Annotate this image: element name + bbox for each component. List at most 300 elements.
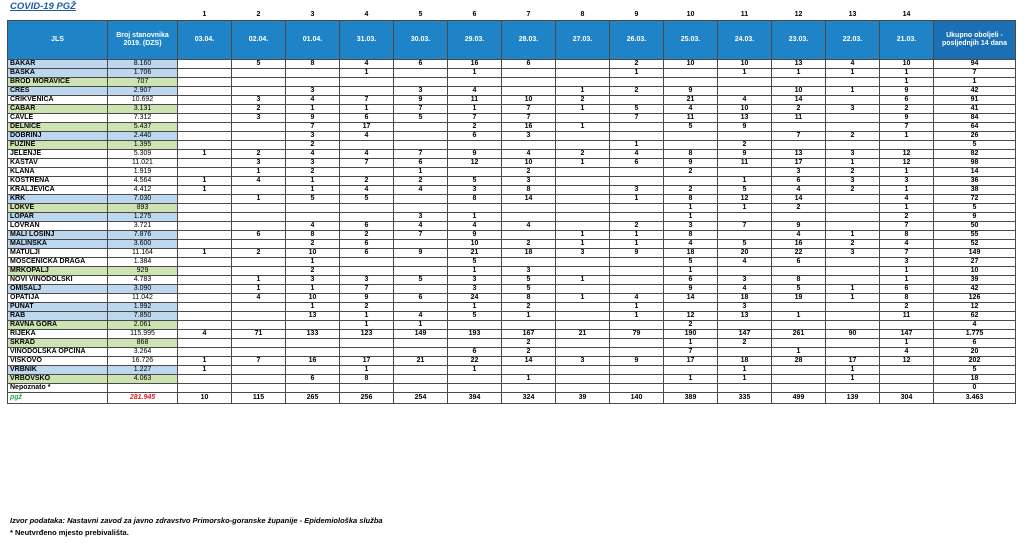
daily-cases-cell [394, 141, 448, 150]
total-cases-cell: 9 [934, 213, 1016, 222]
daily-cases-cell: 6 [664, 276, 718, 285]
column-number-spacer [934, 10, 1016, 21]
table-row [8, 78, 1016, 87]
daily-cases-cell: 4 [340, 186, 394, 195]
daily-cases-cell: 4 [772, 231, 826, 240]
daily-cases-cell: 1 [394, 321, 448, 330]
daily-cases-cell [340, 204, 394, 213]
daily-cases-cell [394, 240, 448, 249]
daily-cases-cell [610, 366, 664, 375]
daily-cases-cell: 8 [286, 231, 340, 240]
daily-cases-cell: 9 [718, 150, 772, 159]
daily-cases-cell: 9 [664, 285, 718, 294]
daily-cases-cell: 2 [232, 150, 286, 159]
header-date: 23.03. [772, 21, 826, 60]
header-jls: JLS [8, 21, 108, 60]
daily-cases-cell: 18 [502, 249, 556, 258]
daily-cases-cell: 1 [610, 69, 664, 78]
total-cases-cell: 91 [934, 96, 1016, 105]
population-value: 707 [108, 78, 178, 87]
daily-cases-cell: 7 [340, 159, 394, 168]
daily-cases-cell [718, 132, 772, 141]
daily-cases-cell [448, 339, 502, 348]
daily-cases-cell [340, 168, 394, 177]
source-note: Izvor podataka: Nastavni zavod za javno zdravstvo Primorsko-goranske županije - Epidemiološka služba [10, 516, 383, 525]
daily-cases-cell [340, 78, 394, 87]
daily-cases-cell: 3 [502, 132, 556, 141]
daily-cases-cell [394, 258, 448, 267]
daily-cases-cell: 9 [664, 159, 718, 168]
daily-cases-cell: 6 [340, 249, 394, 258]
daily-cases-cell: 5 [448, 312, 502, 321]
daily-cases-cell: 7 [502, 114, 556, 123]
municipality-name: KOSTRENA [8, 177, 108, 186]
daily-cases-cell: 1 [880, 186, 934, 195]
population-value: 10.692 [108, 96, 178, 105]
daily-cases-cell [448, 168, 502, 177]
daily-cases-cell [178, 114, 232, 123]
daily-cases-cell: 2 [502, 348, 556, 357]
table-row [8, 267, 1016, 276]
municipality-name: LOPAR [8, 213, 108, 222]
total-cases-cell: 5 [934, 366, 1016, 375]
header-date: 28.03. [502, 21, 556, 60]
daily-cases-cell: 1 [880, 168, 934, 177]
daily-cases-cell [826, 312, 880, 321]
daily-cases-cell: 8 [340, 375, 394, 384]
daily-cases-cell: 3 [394, 213, 448, 222]
daily-cases-cell: 1 [826, 294, 880, 303]
daily-cases-cell: 14 [772, 96, 826, 105]
daily-cases-cell [556, 258, 610, 267]
daily-cases-cell [232, 87, 286, 96]
daily-cases-cell [286, 366, 340, 375]
daily-cases-cell [880, 321, 934, 330]
daily-cases-cell [178, 339, 232, 348]
daily-cases-cell: 7 [610, 114, 664, 123]
daily-cases-cell [178, 168, 232, 177]
daily-cases-cell: 10 [718, 105, 772, 114]
daily-cases-cell: 6 [286, 375, 340, 384]
daily-cases-cell: 1 [448, 213, 502, 222]
daily-cases-cell [556, 222, 610, 231]
daily-cases-cell: 4 [394, 222, 448, 231]
daily-cases-cell [232, 375, 286, 384]
daily-cases-cell [232, 186, 286, 195]
daily-cases-cell: 9 [718, 123, 772, 132]
daily-cases-cell: 1 [556, 231, 610, 240]
daily-cases-cell: 1 [664, 204, 718, 213]
daily-cases-cell: 1 [826, 285, 880, 294]
daily-cases-cell [880, 384, 934, 393]
municipality-name: MALINSKA [8, 240, 108, 249]
header-date: 03.04. [178, 21, 232, 60]
daily-cases-cell [610, 177, 664, 186]
daily-cases-cell [826, 348, 880, 357]
daily-cases-cell [610, 321, 664, 330]
daily-cases-cell [610, 258, 664, 267]
population-value: 3.600 [108, 240, 178, 249]
daily-cases-cell: 193 [448, 330, 502, 339]
daily-cases-cell: 1 [340, 69, 394, 78]
daily-cases-cell [394, 195, 448, 204]
daily-cases-cell: 1 [448, 105, 502, 114]
sum-daily-cell: 139 [826, 393, 880, 404]
column-number-row [8, 10, 1016, 21]
daily-cases-cell [556, 312, 610, 321]
daily-cases-cell: 7 [340, 285, 394, 294]
sum-daily-cell: 140 [610, 393, 664, 404]
daily-cases-cell: 12 [448, 159, 502, 168]
municipality-name: KASTAV [8, 159, 108, 168]
daily-cases-cell: 3 [610, 186, 664, 195]
table-row [8, 240, 1016, 249]
population-value: 1.384 [108, 258, 178, 267]
daily-cases-cell [394, 123, 448, 132]
daily-cases-cell: 3 [502, 267, 556, 276]
total-cases-cell: 55 [934, 231, 1016, 240]
daily-cases-cell [610, 78, 664, 87]
total-cases-cell: 10 [934, 267, 1016, 276]
total-cases-cell: 6 [934, 339, 1016, 348]
daily-cases-cell [232, 267, 286, 276]
report-title: COVID-19 PGŽ [10, 1, 76, 12]
daily-cases-cell [556, 285, 610, 294]
daily-cases-cell: 1 [286, 186, 340, 195]
unknown-residence-note: * Neutvrđeno mjesto prebivališta. [10, 528, 129, 537]
daily-cases-cell: 2 [502, 240, 556, 249]
daily-cases-cell [232, 240, 286, 249]
daily-cases-cell [718, 267, 772, 276]
daily-cases-cell: 6 [394, 159, 448, 168]
daily-cases-cell [286, 321, 340, 330]
municipality-name: FUŽINE [8, 141, 108, 150]
daily-cases-cell: 5 [340, 195, 394, 204]
daily-cases-cell: 16 [286, 357, 340, 366]
sum-total-cell: 3.463 [934, 393, 1016, 404]
daily-cases-cell: 2 [718, 339, 772, 348]
daily-cases-cell: 10 [286, 249, 340, 258]
daily-cases-cell: 6 [772, 258, 826, 267]
daily-cases-cell [340, 339, 394, 348]
daily-cases-cell: 8 [448, 195, 502, 204]
daily-cases-cell [772, 78, 826, 87]
daily-cases-cell: 17 [340, 123, 394, 132]
table-row [8, 69, 1016, 78]
daily-cases-cell [556, 168, 610, 177]
daily-cases-cell: 2 [610, 87, 664, 96]
daily-cases-cell [178, 267, 232, 276]
population-value: 4.783 [108, 276, 178, 285]
daily-cases-cell: 7 [772, 132, 826, 141]
daily-cases-cell [286, 204, 340, 213]
daily-cases-cell: 167 [502, 330, 556, 339]
daily-cases-cell [880, 366, 934, 375]
population-value: 893 [108, 204, 178, 213]
daily-cases-cell: 1 [718, 366, 772, 375]
daily-cases-cell: 1 [232, 276, 286, 285]
daily-cases-cell: 2 [610, 222, 664, 231]
daily-cases-cell: 4 [880, 240, 934, 249]
daily-cases-cell [178, 195, 232, 204]
municipality-name: CRES [8, 87, 108, 96]
daily-cases-cell: 4 [502, 222, 556, 231]
municipality-name: NOVI VINODOLSKI [8, 276, 108, 285]
table-row [8, 366, 1016, 375]
daily-cases-cell: 1 [556, 240, 610, 249]
population-value: 7.030 [108, 195, 178, 204]
daily-cases-cell: 2 [556, 96, 610, 105]
daily-cases-cell: 2 [664, 186, 718, 195]
total-cases-cell: 39 [934, 276, 1016, 285]
total-cases-cell: 38 [934, 186, 1016, 195]
daily-cases-cell: 5 [772, 285, 826, 294]
daily-cases-cell [178, 87, 232, 96]
daily-cases-cell [232, 213, 286, 222]
daily-cases-cell: 2 [664, 321, 718, 330]
daily-cases-cell: 2 [232, 105, 286, 114]
daily-cases-cell [502, 78, 556, 87]
daily-cases-cell [394, 267, 448, 276]
population-value: 1.919 [108, 168, 178, 177]
daily-cases-cell [772, 303, 826, 312]
daily-cases-cell: 17 [772, 159, 826, 168]
daily-cases-cell: 4 [718, 96, 772, 105]
daily-cases-cell: 1 [556, 87, 610, 96]
daily-cases-cell [772, 141, 826, 150]
daily-cases-cell: 261 [772, 330, 826, 339]
daily-cases-cell: 9 [880, 87, 934, 96]
daily-cases-cell: 1 [232, 168, 286, 177]
daily-cases-cell [394, 375, 448, 384]
daily-cases-cell: 9 [772, 222, 826, 231]
daily-cases-cell [556, 114, 610, 123]
daily-cases-cell [286, 339, 340, 348]
header-date: 21.03. [880, 21, 934, 60]
header-population: Broj stanovnika 2019. (DZS) [108, 21, 178, 60]
table-row [8, 87, 1016, 96]
population-value: 3.131 [108, 105, 178, 114]
daily-cases-cell: 123 [340, 330, 394, 339]
municipality-name: Nepoznato * [8, 384, 108, 393]
daily-cases-cell [556, 177, 610, 186]
daily-cases-cell: 79 [610, 330, 664, 339]
daily-cases-cell: 4 [232, 177, 286, 186]
header-date: 02.04. [232, 21, 286, 60]
daily-cases-cell: 18 [718, 357, 772, 366]
table-row [8, 60, 1016, 69]
column-number: 7 [526, 11, 531, 18]
table-row [8, 222, 1016, 231]
daily-cases-cell [178, 60, 232, 69]
total-cases-cell: 64 [934, 123, 1016, 132]
daily-cases-cell [178, 132, 232, 141]
municipality-name: ČABAR [8, 105, 108, 114]
daily-cases-cell [178, 78, 232, 87]
daily-cases-cell: 71 [232, 330, 286, 339]
table-row [8, 384, 1016, 393]
daily-cases-cell: 4 [826, 60, 880, 69]
daily-cases-cell: 7 [286, 123, 340, 132]
daily-cases-cell [610, 348, 664, 357]
column-number-spacer [108, 10, 178, 21]
daily-cases-cell [610, 285, 664, 294]
total-cases-cell: 4 [934, 321, 1016, 330]
daily-cases-cell: 7 [880, 222, 934, 231]
daily-cases-cell [394, 69, 448, 78]
total-cases-cell: 41 [934, 105, 1016, 114]
daily-cases-cell: 1 [826, 159, 880, 168]
daily-cases-cell [772, 267, 826, 276]
population-value: 11.021 [108, 159, 178, 168]
daily-cases-cell: 7 [718, 222, 772, 231]
daily-cases-cell: 8 [664, 150, 718, 159]
header-date: 25.03. [664, 21, 718, 60]
daily-cases-cell [610, 204, 664, 213]
daily-cases-cell: 3 [340, 276, 394, 285]
daily-cases-cell: 1 [286, 285, 340, 294]
daily-cases-cell [556, 60, 610, 69]
municipality-name: RAB [8, 312, 108, 321]
daily-cases-cell: 4 [448, 222, 502, 231]
municipality-name: PUNAT [8, 303, 108, 312]
daily-cases-cell: 147 [718, 330, 772, 339]
daily-cases-cell [232, 321, 286, 330]
daily-cases-cell [232, 339, 286, 348]
daily-cases-cell [556, 195, 610, 204]
daily-cases-cell: 3 [826, 105, 880, 114]
daily-cases-cell: 9 [610, 249, 664, 258]
daily-cases-cell [718, 384, 772, 393]
daily-cases-cell [232, 123, 286, 132]
daily-cases-cell: 2 [394, 177, 448, 186]
population-value: 1.992 [108, 303, 178, 312]
municipality-name: SKRAD [8, 339, 108, 348]
daily-cases-cell: 5 [232, 60, 286, 69]
daily-cases-cell: 4 [340, 60, 394, 69]
daily-cases-cell: 3 [556, 357, 610, 366]
daily-cases-cell: 1 [880, 339, 934, 348]
daily-cases-cell [664, 177, 718, 186]
daily-cases-cell [610, 168, 664, 177]
daily-cases-cell: 4 [718, 258, 772, 267]
daily-cases-cell [718, 168, 772, 177]
daily-cases-cell: 1 [610, 141, 664, 150]
daily-cases-cell [232, 69, 286, 78]
municipality-name: MRKOPALJ [8, 267, 108, 276]
daily-cases-cell: 12 [880, 357, 934, 366]
sum-daily-cell: 324 [502, 393, 556, 404]
total-cases-cell: 42 [934, 285, 1016, 294]
daily-cases-cell [232, 78, 286, 87]
daily-cases-cell: 5 [394, 114, 448, 123]
daily-cases-cell: 13 [718, 114, 772, 123]
daily-cases-cell: 6 [340, 240, 394, 249]
daily-cases-cell [178, 312, 232, 321]
sum-daily-cell: 265 [286, 393, 340, 404]
table-row [8, 321, 1016, 330]
daily-cases-cell [178, 303, 232, 312]
daily-cases-cell: 4 [610, 150, 664, 159]
daily-cases-cell: 8 [502, 294, 556, 303]
daily-cases-cell [502, 204, 556, 213]
header-date: 26.03. [610, 21, 664, 60]
daily-cases-cell: 12 [664, 312, 718, 321]
header-total: Ukupno oboljeli - posljednjih 14 dana [934, 21, 1016, 60]
daily-cases-cell [556, 69, 610, 78]
daily-cases-cell: 7 [880, 123, 934, 132]
column-number: 6 [472, 11, 477, 18]
daily-cases-cell [556, 267, 610, 276]
daily-cases-cell [826, 96, 880, 105]
population-value: 7.876 [108, 231, 178, 240]
daily-cases-cell: 5 [718, 186, 772, 195]
table-row [8, 105, 1016, 114]
daily-cases-cell: 5 [610, 105, 664, 114]
municipality-name: VINODOLSKA OPĆINA [8, 348, 108, 357]
daily-cases-cell [502, 321, 556, 330]
daily-cases-cell [826, 276, 880, 285]
daily-cases-cell: 6 [880, 96, 934, 105]
daily-cases-cell: 4 [286, 150, 340, 159]
daily-cases-cell [448, 375, 502, 384]
table-row [8, 177, 1016, 186]
header-date: 30.03. [394, 21, 448, 60]
daily-cases-cell: 3 [232, 159, 286, 168]
header-date: 29.03. [448, 21, 502, 60]
table-row [8, 96, 1016, 105]
table-row [8, 231, 1016, 240]
daily-cases-cell [232, 348, 286, 357]
daily-cases-cell: 1 [718, 204, 772, 213]
daily-cases-cell: 9 [880, 114, 934, 123]
total-cases-cell: 72 [934, 195, 1016, 204]
sum-row [8, 393, 1016, 404]
daily-cases-cell: 4 [178, 330, 232, 339]
municipality-name: BAŠKA [8, 69, 108, 78]
daily-cases-cell [610, 339, 664, 348]
daily-cases-cell: 1 [826, 366, 880, 375]
daily-cases-cell: 1 [880, 132, 934, 141]
daily-cases-cell [178, 348, 232, 357]
daily-cases-cell: 21 [394, 357, 448, 366]
total-cases-cell: 1 [934, 78, 1016, 87]
daily-cases-cell [610, 276, 664, 285]
daily-cases-cell: 3 [880, 177, 934, 186]
daily-cases-cell: 1 [826, 87, 880, 96]
total-cases-cell: 126 [934, 294, 1016, 303]
daily-cases-cell: 1 [718, 69, 772, 78]
daily-cases-cell [340, 87, 394, 96]
total-cases-cell: 18 [934, 375, 1016, 384]
daily-cases-cell [826, 204, 880, 213]
daily-cases-cell: 3 [718, 276, 772, 285]
daily-cases-cell: 8 [286, 60, 340, 69]
daily-cases-cell: 3 [448, 186, 502, 195]
municipality-name: VIŠKOVO [8, 357, 108, 366]
daily-cases-cell: 3 [826, 150, 880, 159]
daily-cases-cell [286, 78, 340, 87]
municipality-name: BROD MORAVICE [8, 78, 108, 87]
daily-cases-cell: 3 [286, 159, 340, 168]
daily-cases-cell: 3 [448, 285, 502, 294]
daily-cases-cell [286, 384, 340, 393]
daily-cases-cell: 1 [448, 69, 502, 78]
daily-cases-cell: 7 [394, 150, 448, 159]
total-cases-cell: 84 [934, 114, 1016, 123]
daily-cases-cell: 19 [772, 294, 826, 303]
daily-cases-cell: 1 [340, 366, 394, 375]
